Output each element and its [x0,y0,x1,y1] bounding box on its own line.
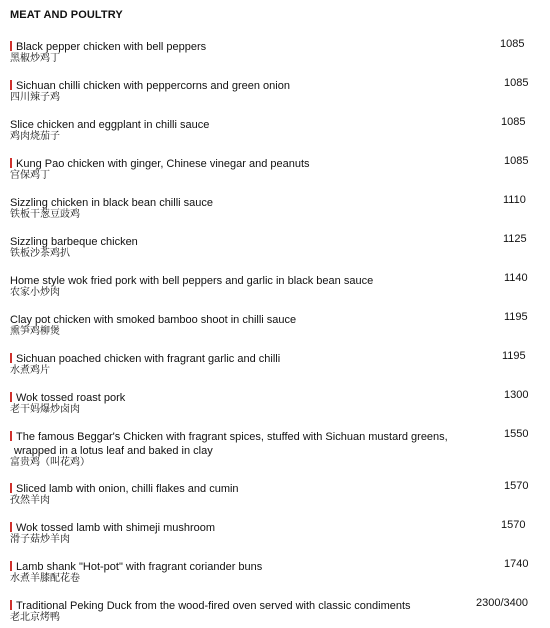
menu-item-line [10,271,538,285]
dish-price: 1195 [502,350,526,362]
dish-name: Sichuan poached chicken with fragrant garlic and chilli [16,353,281,365]
menu-item [10,557,538,585]
menu-item [10,193,538,221]
dish-price: 1550 [504,428,529,440]
menu-item [10,427,538,469]
dish-name: Lamb shank "Hot-pot" with fragrant coriander buns [16,561,263,573]
spicy-marker-icon [10,353,12,363]
dish-name: Traditional Peking Duck from the wood-fired oven served with classic condiments [16,600,411,612]
menu-item-line [10,349,538,363]
spicy-marker-icon [10,80,12,90]
dish-name-chinese: 宫保鸡丁 [10,170,50,181]
dish-name-chinese: 黑椒炒鸡丁 [10,53,60,64]
dish-name: Wok tossed roast pork [16,392,126,404]
dish-name-chinese: 滑子菇炒羊肉 [10,534,70,545]
menu-item-line [10,441,538,455]
dish-name: The famous Beggar's Chicken with fragrant spices, stuffed with Sichuan mustard greens, [16,431,448,443]
dish-name: Kung Pao chicken with ginger, Chinese vinegar and peanuts [16,158,310,170]
dish-name-chinese: 农家小炒肉 [10,287,60,298]
dish-price: 1085 [501,116,526,128]
menu-item [10,388,538,416]
dish-price: 1085 [504,77,529,89]
dish-name-continued: wrapped in a lotus leaf and baked in clay [14,445,213,457]
menu-item [10,518,538,546]
menu-item [10,37,538,65]
spicy-marker-icon [10,522,12,532]
menu-item [10,479,538,507]
menu-item-line [10,76,538,90]
dish-name-chinese: 铁板干葱豆豉鸡 [10,209,80,220]
spicy-marker-icon [10,600,12,610]
dish-name: Sliced lamb with onion, chilli flakes and cumin [16,483,239,495]
dish-name-chinese: 熏笋鸡柳煲 [10,326,60,337]
dish-name-chinese: 铁板沙茶鸡扒 [10,248,70,259]
dish-price: 1085 [500,38,525,50]
menu-item [10,349,538,377]
dish-price: 1085 [504,155,529,167]
menu-item-line [10,154,538,168]
dish-price: 2300/3400 [476,597,528,609]
dish-name-chinese: 水煮羊膝配花卷 [10,573,80,584]
dish-price: 1570 [504,480,529,492]
menu-item [10,115,538,143]
menu-item-line [10,310,538,324]
menu-item [10,76,538,104]
menu-item-line [10,518,538,532]
dish-name-chinese: 老干妈爆炒卤肉 [10,404,80,415]
menu-item-line [10,427,538,441]
dish-name-chinese: 孜然羊肉 [10,495,50,506]
dish-name-chinese: 富贵鸡（叫花鸡） [10,457,90,468]
dish-price: 1110 [503,194,526,206]
dish-name: Home style wok fried pork with bell peppers and garlic in black bean sauce [10,275,374,287]
dish-price: 1740 [504,558,529,570]
menu-item [10,154,538,182]
dish-name: Black pepper chicken with bell peppers [16,41,207,53]
menu-item-line [10,193,538,207]
dish-name: Sizzling chicken in black bean chilli sauce [10,197,213,209]
section-title: MEAT AND POULTRY [10,9,123,21]
spicy-marker-icon [10,41,12,51]
menu-item-line [10,232,538,246]
spicy-marker-icon [10,561,12,571]
spicy-marker-icon [10,158,12,168]
menu-item-line [10,557,538,571]
spicy-marker-icon [10,431,12,441]
dish-price: 1125 [503,233,527,245]
dish-name: Sizzling barbeque chicken [10,236,138,248]
menu-item-line [10,115,538,129]
menu-item-line [10,479,538,493]
dish-price: 1195 [504,311,528,323]
menu-item [10,232,538,260]
dish-name-chinese: 四川辣子鸡 [10,92,60,103]
menu-item [10,310,538,338]
dish-name: Sichuan chilli chicken with peppercorns and green onion [16,80,290,92]
dish-name: Clay pot chicken with smoked bamboo shoot in chilli sauce [10,314,297,326]
dish-price: 1140 [504,272,528,284]
menu-item-line [10,37,538,51]
menu-item [10,596,538,624]
menu-item-line [10,596,538,610]
menu-item [10,271,538,299]
spicy-marker-icon [10,392,12,402]
dish-name-chinese: 鸡肉烧茄子 [10,131,60,142]
menu-item-line [10,388,538,402]
dish-price: 1570 [501,519,526,531]
dish-name-chinese: 老北京烤鸭 [10,612,60,623]
dish-name: Slice chicken and eggplant in chilli sauce [10,119,210,131]
dish-name: Wok tossed lamb with shimeji mushroom [16,522,216,534]
dish-price: 1300 [504,389,529,401]
dish-name-chinese: 水煮鸡片 [10,365,50,376]
spicy-marker-icon [10,483,12,493]
